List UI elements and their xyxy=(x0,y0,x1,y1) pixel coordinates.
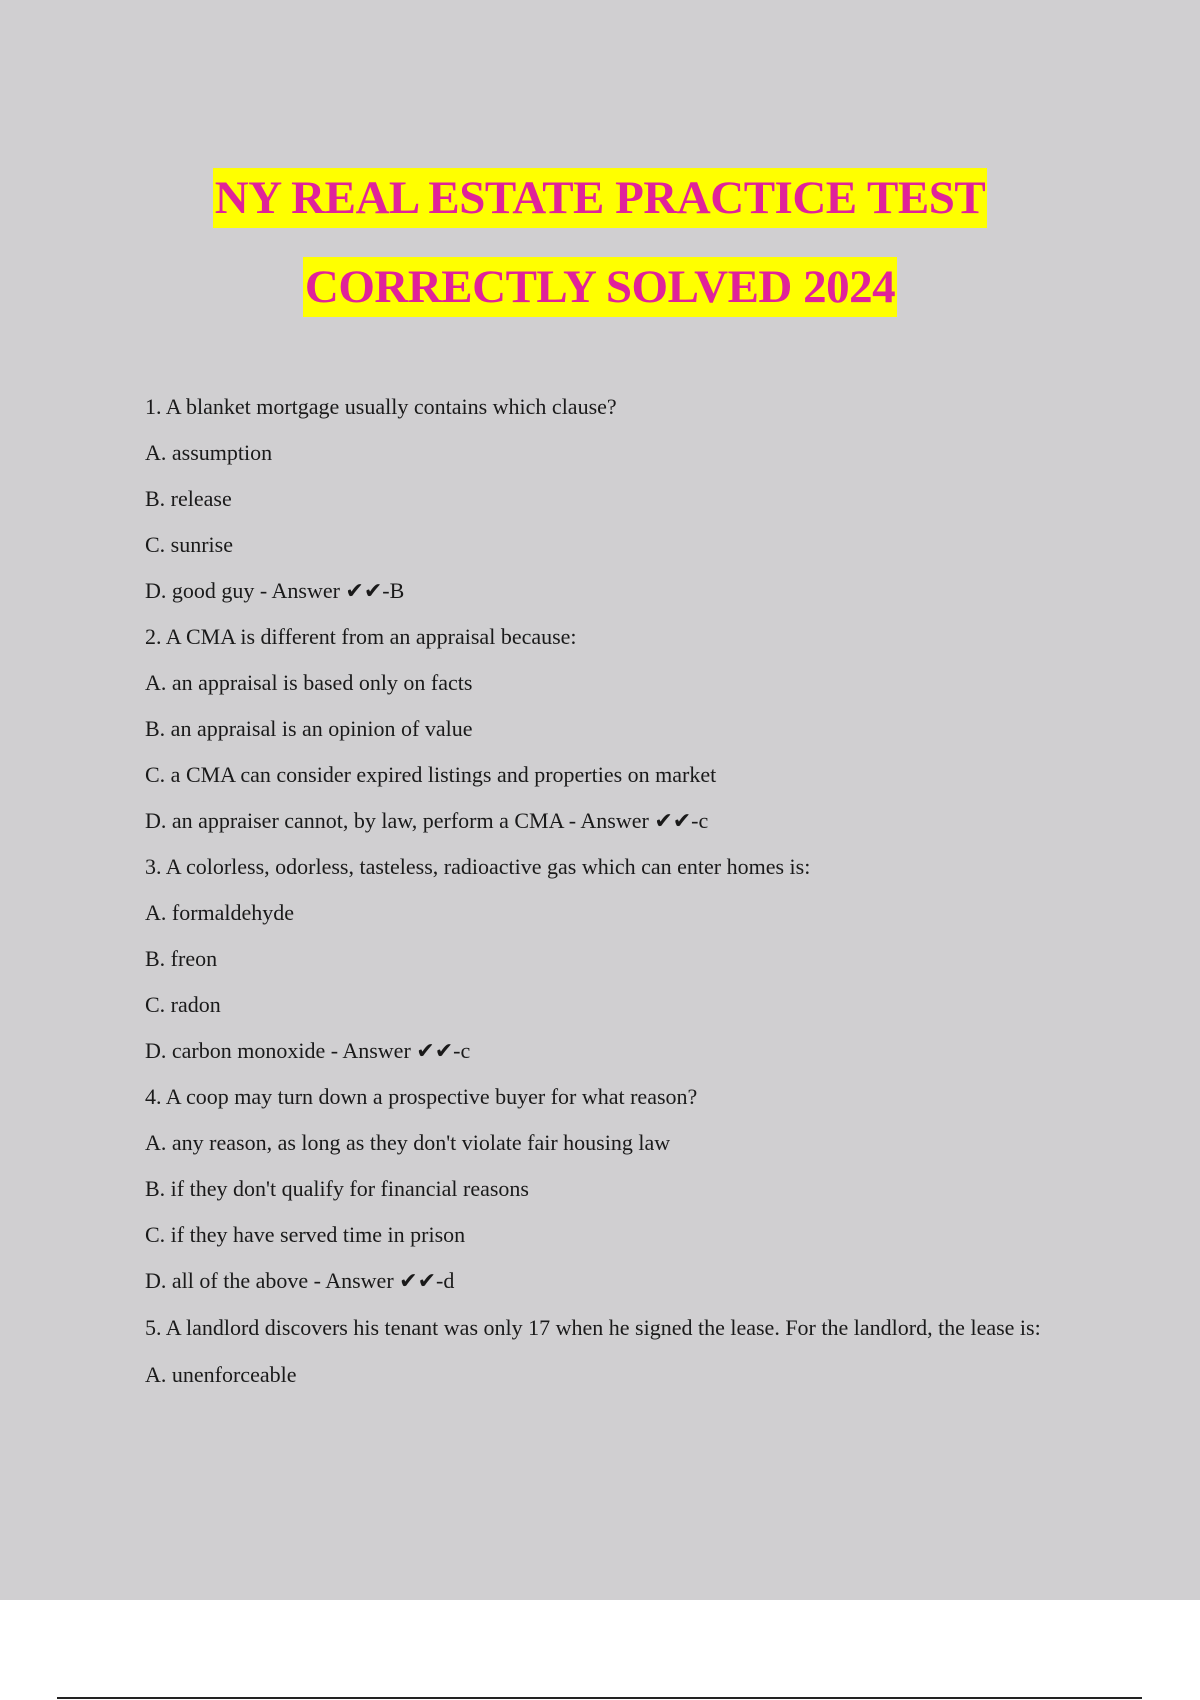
option-3d-answer: D. carbon monoxide - Answer ✔✔-c xyxy=(145,1038,471,1063)
option-1a: A. assumption xyxy=(145,440,273,465)
question-1: 1. A blanket mortgage usually contains which clause? xyxy=(145,394,617,419)
option-3c: C. radon xyxy=(145,992,221,1017)
page-divider xyxy=(57,1697,1142,1699)
option-3a: A. formaldehyde xyxy=(145,900,295,925)
option-2b: B. an appraisal is an opinion of value xyxy=(145,716,473,741)
option-3b: B. freon xyxy=(145,946,218,971)
option-1d-answer: D. good guy - Answer ✔✔-B xyxy=(145,578,405,603)
question-list xyxy=(145,393,1065,1407)
option-4c: C. if they have served time in prison xyxy=(145,1222,466,1247)
option-4b: B. if they don't qualify for financial reasons xyxy=(145,1176,529,1201)
option-2d-answer: D. an appraiser cannot, by law, perform a CMA - Answer ✔✔-c xyxy=(145,808,709,833)
title-line-2: CORRECTLY SOLVED 2024 xyxy=(303,257,897,317)
title-line-1: NY REAL ESTATE PRACTICE TEST xyxy=(213,168,987,228)
question-4: 4. A coop may turn down a prospective buyer for what reason? xyxy=(145,1084,698,1109)
option-5a: A. unenforceable xyxy=(145,1362,297,1387)
option-1c: C. sunrise xyxy=(145,532,233,557)
option-2c: C. a CMA can consider expired listings and properties on market xyxy=(145,762,717,787)
question-5: 5. A landlord discovers his tenant was only 17 when he signed the lease. For the landlord, the lease is: xyxy=(145,1315,1041,1340)
option-2a: A. an appraisal is based only on facts xyxy=(145,670,473,695)
question-3: 3. A colorless, odorless, tasteless, radioactive gas which can enter homes is: xyxy=(145,854,811,879)
option-1b: B. release xyxy=(145,486,232,511)
option-4a: A. any reason, as long as they don't violate fair housing law xyxy=(145,1130,671,1155)
document-title xyxy=(0,168,1200,317)
question-2: 2. A CMA is different from an appraisal because: xyxy=(145,624,577,649)
option-4d-answer: D. all of the above - Answer ✔✔-d xyxy=(145,1268,455,1293)
